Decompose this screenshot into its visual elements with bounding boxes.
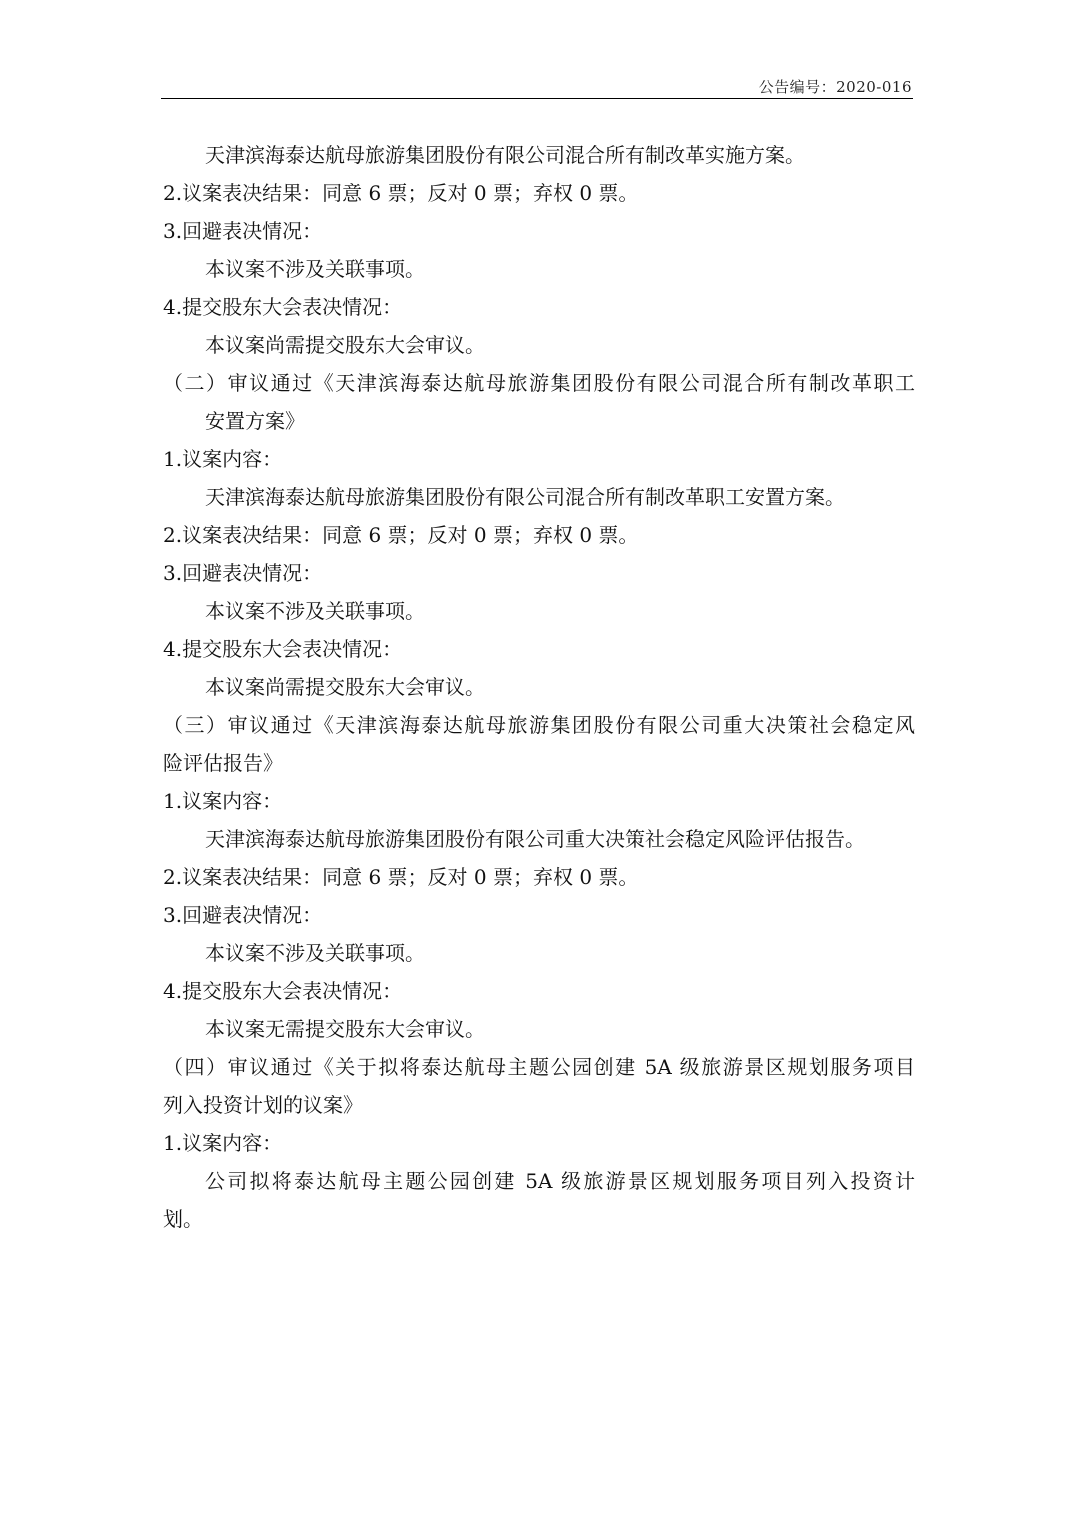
header-divider	[161, 98, 913, 99]
content-heading: 1.议案内容：	[163, 789, 283, 813]
recusal-heading: 3.回避表决情况：	[163, 903, 323, 927]
document-body	[163, 136, 915, 1238]
shareholder-vote-heading: 4.提交股东大会表决情况：	[163, 637, 403, 661]
recusal-heading: 3.回避表决情况：	[163, 219, 323, 243]
vote-result: 2.议案表决结果：同意 6 票；反对 0 票；弃权 0 票。	[163, 523, 639, 547]
content-heading: 1.议案内容：	[163, 447, 283, 471]
section-heading-3: （三）审议通过《天津滨海泰达航母旅游集团股份有限公司重大决策社会稳定风	[163, 713, 915, 737]
body-text: 本议案尚需提交股东大会审议。	[205, 675, 485, 699]
vote-result: 2.议案表决结果：同意 6 票；反对 0 票；弃权 0 票。	[163, 865, 639, 889]
body-text: 本议案不涉及关联事项。	[205, 257, 425, 281]
recusal-heading: 3.回避表决情况：	[163, 561, 323, 585]
section-heading-3-cont: 险评估报告》	[163, 751, 283, 775]
content-heading: 1.议案内容：	[163, 1131, 283, 1155]
shareholder-vote-heading: 4.提交股东大会表决情况：	[163, 295, 403, 319]
section-heading-4-cont: 列入投资计划的议案》	[163, 1093, 363, 1117]
body-text: 天津滨海泰达航母旅游集团股份有限公司重大决策社会稳定风险评估报告。	[205, 827, 865, 851]
body-text: 本议案不涉及关联事项。	[205, 941, 425, 965]
section-heading-2: （二）审议通过《天津滨海泰达航母旅游集团股份有限公司混合所有制改革职工	[163, 371, 915, 395]
announcement-number: 公告编号：2020-016	[758, 78, 912, 96]
body-text: 公司拟将泰达航母主题公园创建 5A 级旅游景区规划服务项目列入投资计	[205, 1169, 915, 1193]
section-heading-4: （四）审议通过《关于拟将泰达航母主题公园创建 5A 级旅游景区规划服务项目	[163, 1055, 915, 1079]
body-text: 本议案尚需提交股东大会审议。	[205, 333, 485, 357]
body-text: 天津滨海泰达航母旅游集团股份有限公司混合所有制改革实施方案。	[205, 143, 805, 167]
body-text: 本议案无需提交股东大会审议。	[205, 1017, 485, 1041]
vote-result: 2.议案表决结果：同意 6 票；反对 0 票；弃权 0 票。	[163, 181, 639, 205]
shareholder-vote-heading: 4.提交股东大会表决情况：	[163, 979, 403, 1003]
body-text-cont: 划。	[163, 1207, 203, 1231]
body-text: 天津滨海泰达航母旅游集团股份有限公司混合所有制改革职工安置方案。	[205, 485, 845, 509]
section-heading-2-cont: 安置方案》	[205, 409, 305, 433]
body-text: 本议案不涉及关联事项。	[205, 599, 425, 623]
